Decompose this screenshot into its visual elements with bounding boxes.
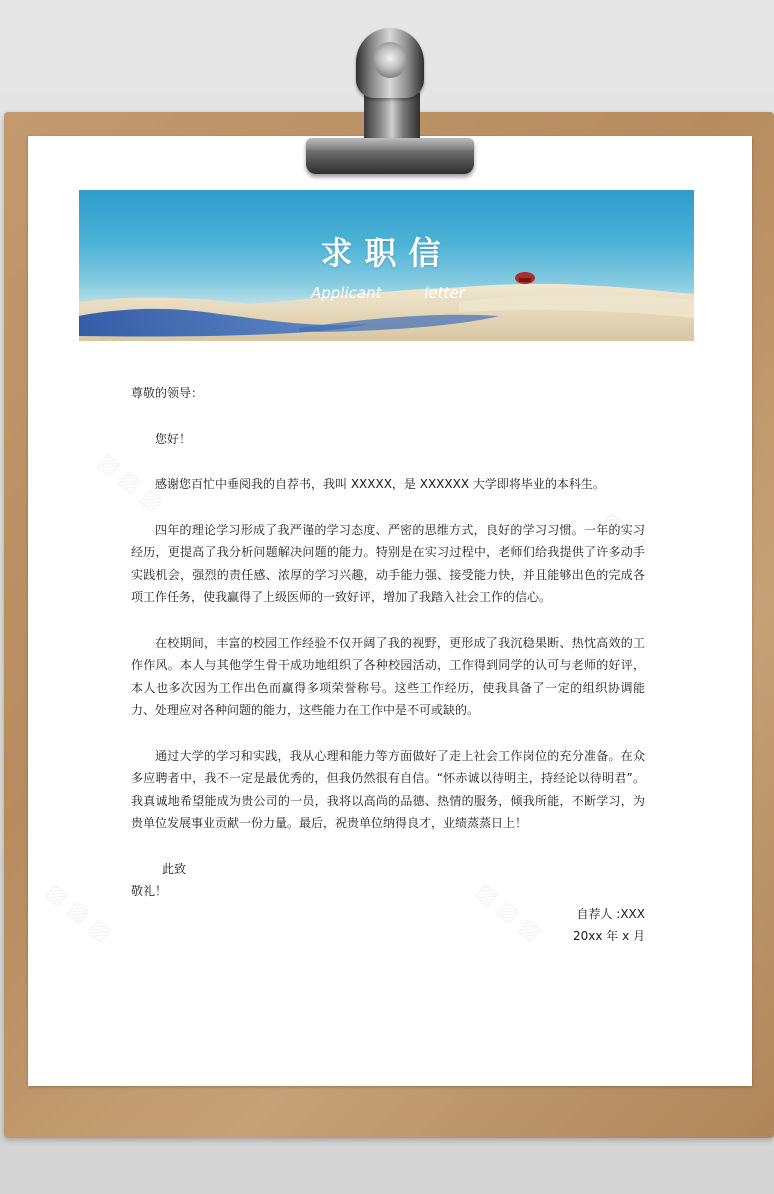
closing-line-1: 此致: [162, 861, 187, 876]
signature: 自荐人 :XXX: [576, 906, 645, 921]
paragraph-intro: 感谢您百忙中垂阅我的自荐书，我叫 XXXXX，是 XXXXXX 大学即将毕业的本科生。: [155, 477, 605, 491]
closing-line-2: 敬礼！: [131, 884, 168, 898]
binder-clip-plate-highlight: [306, 138, 474, 150]
header-banner: [79, 190, 694, 341]
binder-clip-hole: [374, 42, 406, 78]
paragraph-study: 四年的理论学习形成了我严谨的学习态度、严密的思维方式，良好的学习习惯。一年的实习经历，更提高了我分析问题解决问题的能力。特别是在实习过程中，老师们给我提供了许多动手实践机会，强烈的责任感、浓厚的学习兴趣，动手能力强、接受能力快，并且能够出色的完成各项工作任务，使我赢得了上级医师的一致好评，增加了我踏入社会工作的信心。: [131, 522, 645, 604]
letter-body: [131, 382, 645, 948]
banner-title: 求职信: [320, 234, 453, 272]
banner-subtitle: Applicant letter: [311, 284, 465, 302]
greeting: 您好！: [155, 431, 192, 446]
date: 20xx 年 x 月: [572, 929, 645, 943]
paragraph-campus: 在校期间，丰富的校园工作经验不仅开阔了我的视野，更形成了我沉稳果断、热忱高效的工作作风。本人与其他学生骨干成功地组织了各种校园活动，工作得到同学的认可与老师的好评，本人也多次因为工作出色而赢得多项荣誉称号。这些工作经历，使我具备了一定的组织协调能力、处理应对各种问题的能力，这些能力在工作中是不可或缺的。: [131, 635, 645, 717]
paragraph-closing: 通过大学的学习和实践，我从心理和能力等方面做好了走上社会工作岗位的充分准备。在众多应聘者中，我不一定是最优秀的，但我仍然很有自信。“怀赤诚以待明主，持经论以待明君”。我真诚地希望能成为贵公司的一员，我将以高尚的品德、热情的服务，倾我所能，不断学习，为贵单位发展事业贡献一份力量。最后，祝贵单位纳得良才，业绩蒸蒸日上！: [131, 748, 645, 830]
salutation: 尊敬的领导：: [131, 386, 204, 400]
